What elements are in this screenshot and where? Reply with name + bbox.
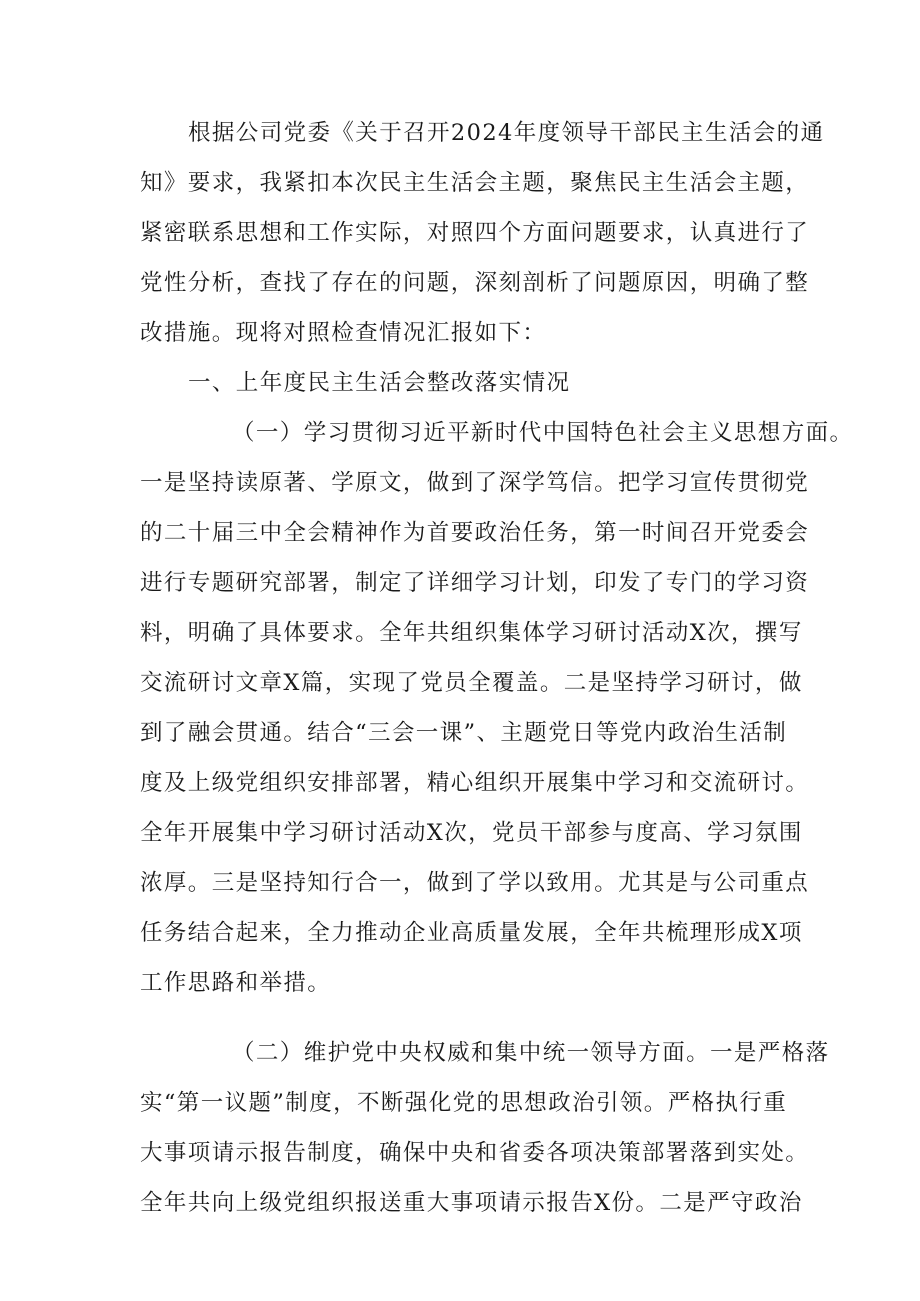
paragraph-line: 一是坚持读原著、学原文，做到了深学笃信。把学习宣传贯彻党 — [140, 470, 810, 496]
subsection-heading: （二）维护党中央权威和集中统一领导方面。一是严格落 — [232, 1040, 830, 1066]
paragraph-line: 知》要求，我紧扣本次民主生活会主题，聚焦民主生活会主题， — [140, 170, 810, 196]
paragraph-line: 根据公司党委《关于召开2024年度领导干部民主生活会的通 — [188, 120, 825, 146]
paragraph-line: 紧密联系思想和工作实际，对照四个方面问题要求，认真进行了 — [140, 220, 810, 246]
section-heading: 一、上年度民主生活会整改落实情况 — [188, 370, 571, 396]
paragraph-line: 进行专题研究部署，制定了详细学习计划，印发了专门的学习资 — [140, 570, 810, 596]
paragraph-line: 实“第一议题”制度，不断强化党的思想政治引领。严格执行重 — [140, 1090, 788, 1116]
paragraph-line: 全年开展集中学习研讨活动X次，党员干部参与度高、学习氛围 — [140, 820, 803, 846]
paragraph-line: 任务结合起来，全力推动企业高质量发展，全年共梳理形成X项 — [140, 920, 803, 946]
paragraph-line: 的二十届三中全会精神作为首要政治任务，第一时间召开党委会 — [140, 520, 810, 546]
paragraph-line: 到了融会贯通。结合“三会一课”、主题党日等党内政治生活制 — [140, 720, 788, 746]
paragraph-line: 料，明确了具体要求。全年共组织集体学习研讨活动X次，撰写 — [140, 620, 803, 646]
paragraph-line: 大事项请示报告制度，确保中央和省委各项决策部署落到实处。 — [140, 1140, 810, 1166]
paragraph-line: 工作思路和举措。 — [140, 970, 332, 996]
paragraph-line: 改措施。现将对照检查情况汇报如下： — [140, 320, 547, 346]
document-body — [140, 108, 854, 1228]
paragraph-line: 党性分析，查找了存在的问题，深刻剖析了问题原因，明确了整 — [140, 270, 810, 296]
paragraph-line: 交流研讨文章X篇，实现了党员全覆盖。二是坚持学习研讨，做 — [140, 670, 803, 696]
paragraph-line: 度及上级党组织安排部署，精心组织开展集中学习和交流研讨。 — [140, 770, 810, 796]
paragraph-line: 全年共向上级党组织报送重大事项请示报告X份。二是严守政治 — [140, 1190, 803, 1216]
subsection-heading: （一）学习贯彻习近平新时代中国特色社会主义思想方面。 — [232, 420, 854, 446]
paragraph-line: 浓厚。三是坚持知行合一，做到了学以致用。尤其是与公司重点 — [140, 870, 810, 896]
